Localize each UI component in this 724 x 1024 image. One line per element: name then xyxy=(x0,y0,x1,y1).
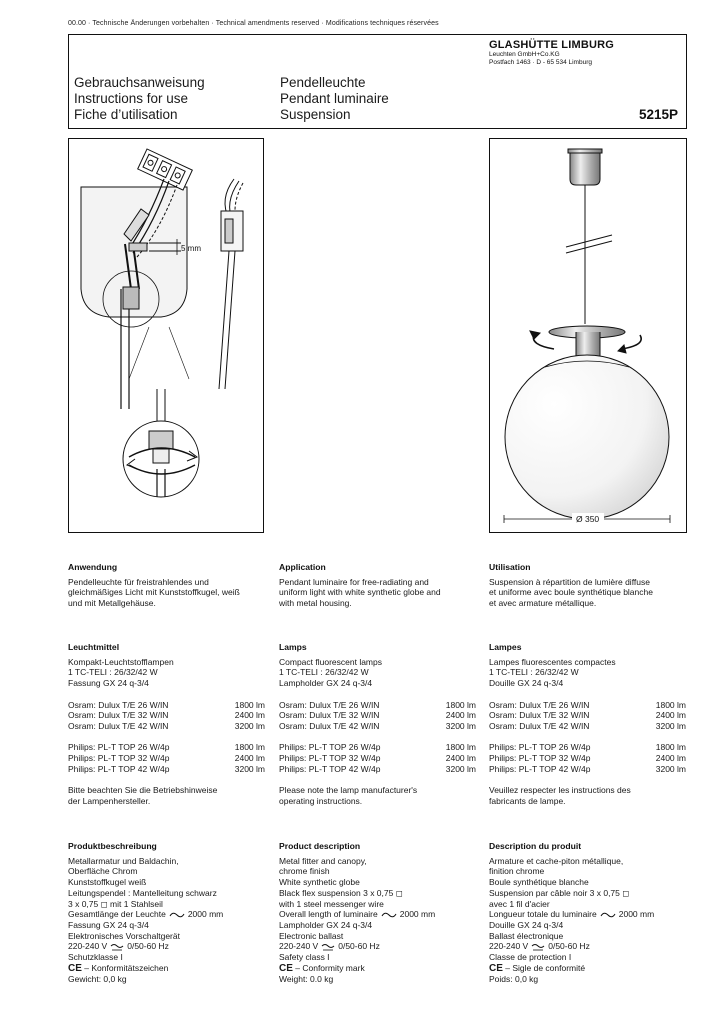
doc-title-fr: Fiche d’utilisation xyxy=(74,107,178,122)
doc-title-column xyxy=(74,75,205,123)
spacer xyxy=(68,732,268,743)
lamp-name: Osram: Dulux T/E 42 W/IN xyxy=(489,720,590,731)
dimension-label-5mm: 5 mm xyxy=(181,244,201,253)
application-line: und mit Metallgehäuse. xyxy=(68,598,156,609)
lamp-row xyxy=(279,710,476,721)
frequency-value: 0/50-60 Hz xyxy=(338,941,380,952)
spacer xyxy=(279,774,479,785)
product-title-en: Pendant luminaire xyxy=(280,91,389,106)
safety-class: Classe de protection I xyxy=(489,952,572,963)
lamp-lumen: 3200 lm xyxy=(234,720,265,731)
installation-drawing-svg xyxy=(69,139,263,532)
safety-class: Schutzklasse I xyxy=(68,952,123,963)
lamp-row xyxy=(68,721,265,732)
lamps-section xyxy=(68,642,268,807)
lamps-note-line: Veuillez respecter les instructions des xyxy=(489,785,631,796)
product-line: Elektronisches Vorschaltgerät xyxy=(68,930,180,941)
overall-length-line xyxy=(68,909,268,920)
ce-mark-text: – Konformitätszeichen xyxy=(81,962,169,973)
product-line: 3 x 0,75 ◻ mit 1 Stahlseil xyxy=(68,898,163,909)
lamp-lumen: 1800 lm xyxy=(445,699,476,710)
lamp-row xyxy=(489,764,686,775)
overall-length-label: Longueur totale du luminaire xyxy=(489,909,597,920)
doc-title-de: Gebrauchsanweisung xyxy=(74,75,205,90)
frequency-value: 0/50-60 Hz xyxy=(548,941,590,952)
product-line: Metal fitter and canopy, xyxy=(279,855,367,866)
lamp-name: Philips: PL-T TOP 26 W/4p xyxy=(279,742,381,753)
application-title: Anwendung xyxy=(68,562,118,572)
ce-mark-line xyxy=(279,963,479,975)
product-description-title: Produktbeschreibung xyxy=(68,841,157,851)
lamp-lumen: 3200 lm xyxy=(655,720,686,731)
overall-length-label: Gesamtlänge der Leuchte xyxy=(68,909,166,920)
dimension-label-diameter: Ø 350 xyxy=(576,514,600,524)
lamp-row xyxy=(279,700,476,711)
application-line: uniform light with white synthetic globe and xyxy=(279,587,441,598)
product-line: avec 1 fil d'acier xyxy=(489,898,550,909)
product-title-column xyxy=(280,75,389,123)
model-number: 5215P xyxy=(638,107,678,122)
lamps-title: Lampes xyxy=(489,642,522,652)
application-line: Suspension à répartition de lumière diffuse xyxy=(489,576,650,587)
lamp-row xyxy=(68,710,265,721)
weight: Poids: 0,0 kg xyxy=(489,974,539,985)
lamp-lumen: 3200 lm xyxy=(445,720,476,731)
luminaire-drawing xyxy=(489,138,687,533)
lamp-name: Osram: Dulux T/E 32 W/IN xyxy=(489,710,590,721)
company-name: GLASHÜTTE LIMBURG xyxy=(489,39,615,51)
lamp-lumen: 2400 lm xyxy=(445,710,476,721)
product-line: Armature et cache-piton métallique, xyxy=(489,855,624,866)
spacer xyxy=(279,689,479,700)
application-line: Pendant luminaire for free-radiating and xyxy=(279,576,429,587)
lamp-name: Osram: Dulux T/E 42 W/IN xyxy=(68,720,169,731)
lamp-name: Philips: PL-T TOP 32 W/4p xyxy=(279,753,381,763)
spacer xyxy=(489,689,689,700)
ce-mark-icon: CE xyxy=(279,962,293,974)
spacer xyxy=(489,732,689,743)
product-line: White synthetic globe xyxy=(279,877,360,888)
lamp-name: Osram: Dulux T/E 26 W/IN xyxy=(68,699,169,710)
lamps-section xyxy=(489,642,689,807)
spacer xyxy=(279,732,479,743)
voltage-line xyxy=(68,941,268,952)
lamps-note-line: Bitte beachten Sie die Betriebshinweise xyxy=(68,785,218,796)
lamp-row xyxy=(489,700,686,711)
lamp-name: Philips: PL-T TOP 26 W/4p xyxy=(68,742,170,753)
overall-length-line xyxy=(489,909,689,920)
overall-length-value: 2000 mm xyxy=(399,909,436,920)
product-line: Kunststoffkugel weiß xyxy=(68,877,147,888)
lamp-lumen: 2400 lm xyxy=(234,753,265,763)
lamp-lumen: 3200 lm xyxy=(445,763,476,774)
product-line: Boule synthétique blanche xyxy=(489,877,589,888)
lamp-name: Philips: PL-T TOP 42 W/4p xyxy=(68,763,170,774)
lamp-row xyxy=(279,721,476,732)
product-line: Ballast électronique xyxy=(489,930,564,941)
product-title-de: Pendelleuchte xyxy=(280,75,366,90)
lamps-note-line: Please note the lamp manufacturer's xyxy=(279,785,418,796)
product-description-section xyxy=(279,841,479,985)
product-description-section xyxy=(489,841,689,985)
lamps-line: Douille GX 24 q-3/4 xyxy=(489,678,564,689)
spacer xyxy=(68,689,268,700)
ce-mark-text: – Conformity mark xyxy=(292,962,365,973)
lamps-title: Lamps xyxy=(279,642,307,652)
lamps-line: Lampes fluorescentes compactes xyxy=(489,656,616,667)
lamp-name: Osram: Dulux T/E 26 W/IN xyxy=(489,699,590,710)
lamps-line: Kompakt-Leuchtstofflampen xyxy=(68,656,174,667)
voltage-value: 220-240 V xyxy=(279,941,319,952)
weight: Gewicht: 0,0 kg xyxy=(68,974,127,985)
application-title: Application xyxy=(279,562,326,572)
product-line: with 1 steel messenger wire xyxy=(279,898,384,909)
product-line: Electronic ballast xyxy=(279,930,344,941)
lamp-lumen: 1800 lm xyxy=(655,742,686,753)
voltage-line xyxy=(489,941,689,952)
application-line: et avec armature métallique. xyxy=(489,598,597,609)
application-section xyxy=(68,562,268,609)
ac-current-icon xyxy=(107,941,127,951)
voltage-line xyxy=(279,941,479,952)
lamp-name: Osram: Dulux T/E 32 W/IN xyxy=(279,710,380,721)
overall-length-value: 2000 mm xyxy=(618,909,655,920)
ce-mark-text: – Sigle de conformité xyxy=(502,962,586,973)
lamp-name: Osram: Dulux T/E 32 W/IN xyxy=(68,710,169,721)
lamp-name: Osram: Dulux T/E 26 W/IN xyxy=(279,699,380,710)
lamp-row xyxy=(68,753,265,764)
product-line: Fassung GX 24 q-3/4 xyxy=(68,919,149,930)
lamp-row xyxy=(489,721,686,732)
company-block xyxy=(489,39,684,67)
application-line: Pendelleuchte für freistrahlendes und xyxy=(68,576,209,587)
lamp-name: Philips: PL-T TOP 32 W/4p xyxy=(68,753,170,763)
product-line: Metallarmatur und Baldachin, xyxy=(68,855,179,866)
lamp-lumen: 2400 lm xyxy=(445,753,476,763)
product-description-title: Description du produit xyxy=(489,841,582,851)
header-note: 00.00 · Technische Änderungen vorbehalten · Technical amendments reserved · Modifications techniques réservées xyxy=(68,20,439,27)
doc-title-en: Instructions for use xyxy=(74,91,189,106)
lamps-note-line: fabricants de lampe. xyxy=(489,795,566,806)
ce-mark-icon: CE xyxy=(489,962,503,974)
lamp-name: Philips: PL-T TOP 42 W/4p xyxy=(279,763,381,774)
header-box xyxy=(68,34,687,129)
spacer xyxy=(489,774,689,785)
overall-length-line xyxy=(279,909,479,920)
product-line: finition chrome xyxy=(489,866,545,877)
ce-mark-line xyxy=(489,963,689,975)
lamp-lumen: 1800 lm xyxy=(655,699,686,710)
ce-mark-line xyxy=(68,963,268,975)
lamp-row xyxy=(68,742,265,753)
application-line: et uniforme avec boule synthétique blanche xyxy=(489,587,653,598)
company-address: Postfach 1463 · D - 65 534 Limburg xyxy=(489,59,592,66)
lamp-lumen: 1800 lm xyxy=(234,742,265,753)
ac-current-icon xyxy=(318,941,338,951)
lamp-name: Philips: PL-T TOP 42 W/4p xyxy=(489,763,591,774)
lamp-name: Philips: PL-T TOP 26 W/4p xyxy=(489,742,591,753)
lamps-line: Fassung GX 24 q-3/4 xyxy=(68,678,149,689)
lamp-row xyxy=(68,764,265,775)
lamp-lumen: 2400 lm xyxy=(655,710,686,721)
lamp-row xyxy=(68,700,265,711)
lamps-note-line: operating instructions. xyxy=(279,795,363,806)
frequency-value: 0/50-60 Hz xyxy=(127,941,169,952)
lamp-name: Osram: Dulux T/E 42 W/IN xyxy=(279,720,380,731)
lamps-line: 1 TC-TELI : 26/32/42 W xyxy=(279,667,369,678)
luminaire-drawing-svg xyxy=(490,139,686,532)
product-description-section xyxy=(68,841,268,985)
overall-length-label: Overall length of luminaire xyxy=(279,909,378,920)
product-line: Leitungspendel : Mantelleitung schwarz xyxy=(68,887,217,898)
product-line: Douille GX 24 q-3/4 xyxy=(489,919,564,930)
application-title: Utilisation xyxy=(489,562,531,572)
approx-wave-icon xyxy=(597,909,619,919)
lamp-row xyxy=(489,753,686,764)
lamps-line: 1 TC-TELI : 26/32/42 W xyxy=(489,667,579,678)
lamps-note-line: der Lampenhersteller. xyxy=(68,795,151,806)
lamps-line: Lampholder GX 24 q-3/4 xyxy=(279,678,373,689)
lamps-title: Leuchtmittel xyxy=(68,642,120,652)
installation-drawing xyxy=(68,138,264,533)
lamp-lumen: 3200 lm xyxy=(655,763,686,774)
lamp-row xyxy=(279,753,476,764)
product-title-fr: Suspension xyxy=(280,107,351,122)
product-line: chrome finish xyxy=(279,866,330,877)
lamp-name: Philips: PL-T TOP 32 W/4p xyxy=(489,753,591,763)
lamps-line: Compact fluorescent lamps xyxy=(279,656,382,667)
lamp-row xyxy=(279,764,476,775)
application-line: gleichmäßiges Licht mit Kunststoffkugel, weiß xyxy=(68,587,240,598)
ac-current-icon xyxy=(528,941,548,951)
product-line: Lampholder GX 24 q-3/4 xyxy=(279,919,373,930)
approx-wave-icon xyxy=(378,909,400,919)
spacer xyxy=(68,774,268,785)
product-line: Black flex suspension 3 x 0,75 ◻ xyxy=(279,887,403,898)
approx-wave-icon xyxy=(166,909,188,919)
product-description-title: Product description xyxy=(279,841,361,851)
lamp-lumen: 1800 lm xyxy=(234,699,265,710)
lamp-row xyxy=(489,742,686,753)
voltage-value: 220-240 V xyxy=(489,941,529,952)
lamps-line: 1 TC-TELI : 26/32/42 W xyxy=(68,667,158,678)
lamp-lumen: 2400 lm xyxy=(655,753,686,763)
application-section xyxy=(279,562,479,609)
lamps-section xyxy=(279,642,479,807)
lamp-row xyxy=(489,710,686,721)
weight: Weight: 0.0 kg xyxy=(279,974,334,985)
lamp-lumen: 2400 lm xyxy=(234,710,265,721)
product-line: Suspension par câble noir 3 x 0,75 ◻ xyxy=(489,887,630,898)
application-line: with metal housing. xyxy=(279,598,352,609)
ce-mark-icon: CE xyxy=(68,962,82,974)
lamp-row xyxy=(279,742,476,753)
lamp-lumen: 1800 lm xyxy=(445,742,476,753)
safety-class: Safety class I xyxy=(279,952,330,963)
voltage-value: 220-240 V xyxy=(68,941,108,952)
product-line: Oberfläche Chrom xyxy=(68,866,138,877)
lamp-lumen: 3200 lm xyxy=(234,763,265,774)
application-section xyxy=(489,562,689,609)
company-sub: Leuchten GmbH+Co.KG xyxy=(489,51,560,58)
overall-length-value: 2000 mm xyxy=(187,909,224,920)
